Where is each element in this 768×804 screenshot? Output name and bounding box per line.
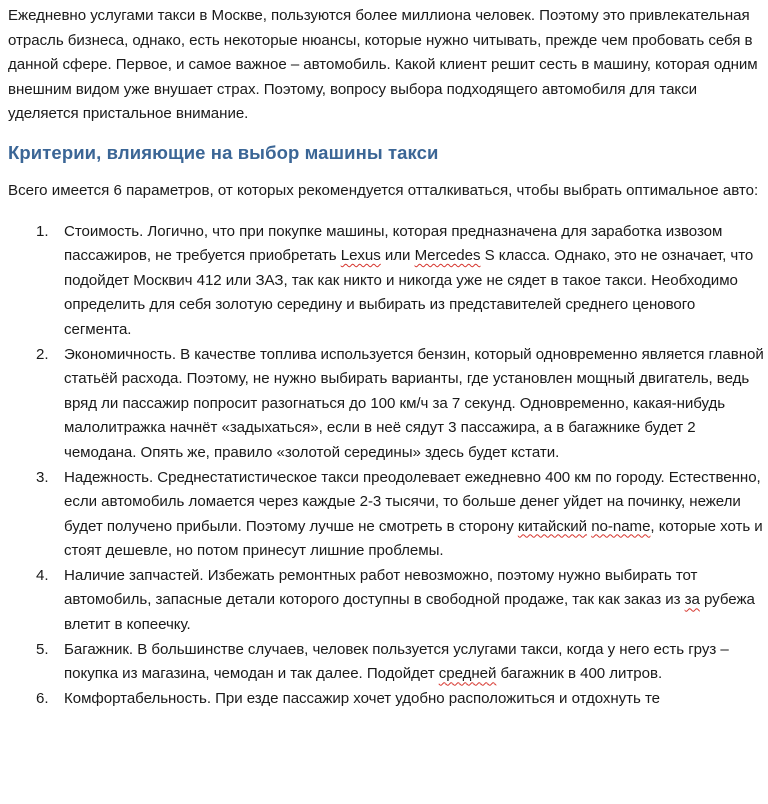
list-text: Надежность. Среднестатистическое такси преодолевает ежедневно 400 км по городу. Естественно, если автомобиль ломается через каждые 2-3 тысячи, то больше денег уйдет на починку, нежели будет получено прибыли. Поэтому лучше не смотреть в сторону китайский no-name, которые хоть и стоят дешевле, но потом принесут лишние проблемы.: [64, 468, 763, 560]
list-item-economy: [8, 343, 764, 466]
list-text: Наличие запчастей. Избежать ремонтных работ невозможно, поэтому нужно выбирать тот автомобиль, запасные детали которого доступны в свободной продаже, так как заказ из за рубежа влетит в копеечку.: [64, 566, 755, 634]
list-item-trunk: [8, 638, 764, 687]
intro-paragraph: Ежедневно услугами такси в Москве, пользуются более миллиона человек. Поэтому это привлекательная отрасль бизнеса, однако, есть некоторые нюансы, которые нужно читывать, прежде чем пробовать себя в данной сфере. Первое, и самое важное – автомобиль. Какой клиент решит сесть в машину, которая одним внешним видом уже внушает страх. Поэтому, вопросу выбора подходящего автомобиля для такси уделяется пристальное внимание.: [8, 7, 758, 123]
misspelled-word[interactable]: за: [684, 591, 700, 609]
section-heading: Критерии, влияющие на выбор машины такси: [8, 141, 439, 163]
list-item-reliability: [8, 466, 764, 564]
list-number: 2.: [36, 345, 49, 363]
list-item-spare-parts: [8, 564, 764, 638]
list-text: Экономичность. В качестве топлива используется бензин, который одновременно является главной статьёй расхода. Поэтому, не нужно выбирать варианты, где установлен мощный двигатель, ведь вряд ли пассажир попросит разогнаться до 100 км/ч за 7 секунд. Одновременно, какая-нибудь малолитражка начнёт «задыхаться», если в неё сядут 3 пассажира, а в багажнике будет 2 чемодана. Опять же, правило «золотой середины» здесь будет кстати.: [64, 345, 764, 461]
lead-paragraph: Всего имеется 6 параметров, от которых рекомендуется отталкиваться, чтобы выбрать оптимальное авто:: [8, 181, 759, 199]
misspelled-word[interactable]: средней: [438, 665, 497, 683]
list-number: 1.: [36, 222, 49, 240]
misspelled-word[interactable]: no-name: [591, 517, 651, 535]
list-number: 6.: [36, 689, 49, 707]
list-text: Стоимость. Логично, что при покупке машины, которая предназначена для заработка извозом пассажиров, не требуется приобретать Lexus или Mercedes S класса. Однако, это не означает, что подойдет Москвич 412 или ЗАЗ, так как никто и никогда уже не сядет в такое такси. Необходимо определить для себя золотую середину и выбирать из представителей среднего ценового сегмента.: [64, 222, 754, 338]
list-number: 3.: [36, 468, 49, 486]
document-page: [8, 4, 764, 711]
list-number: 5.: [36, 640, 49, 658]
list-text: Комфортабельность. При езде пассажир хочет удобно расположиться и отдохнуть те: [64, 689, 661, 707]
list-item-comfort: [8, 687, 764, 712]
criteria-list: [8, 220, 764, 712]
misspelled-word[interactable]: китайский: [517, 517, 588, 535]
list-number: 4.: [36, 566, 49, 584]
misspelled-word[interactable]: Lexus: [340, 247, 381, 265]
list-text: Багажник. В большинстве случаев, человек пользуется услугами такси, когда у него есть груз – покупка из магазина, чемодан и так далее. Подойдет средней багажник в 400 литров.: [64, 640, 729, 683]
list-item-cost: [8, 220, 764, 343]
misspelled-word[interactable]: Mercedes: [414, 247, 481, 265]
